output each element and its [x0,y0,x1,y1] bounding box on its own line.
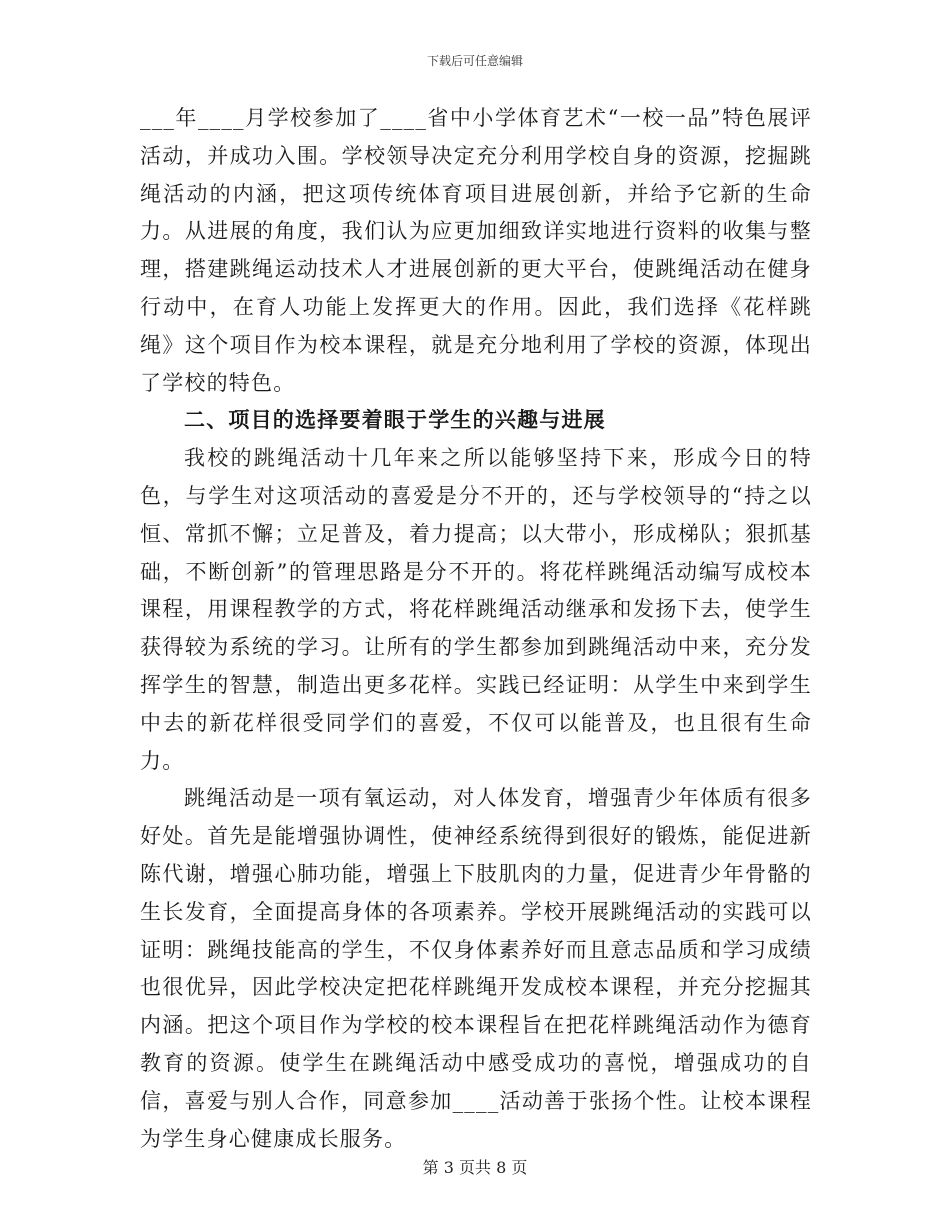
document-body [140,100,812,1158]
paragraph-2: 我校的跳绳活动十几年来之所以能够坚持下来，形成今日的特色，与学生对这项活动的喜爱是分不开的，还与学校领导的“持之以恒、常抓不懈；立足普及，着力提高；以大带小，形成梯队；狠抓基础，不断创新”的管理思路是分不开的。将花样跳绳活动编写成校本课程，用课程教学的方式，将花样跳绳活动继承和发扬下去，使学生获得较为系统的学习。让所有的学生都参加到跳绳活动中来，充分发挥学生的智慧，制造出更多花样。实践已经证明：从学生中来到学生中去的新花样很受同学们的喜爱，不仅可以能普及，也且很有生命力。 [140,446,812,773]
section-heading-2: 二、项目的选择要着眼于学生的兴趣与进展 [184,408,606,433]
page-header-note: 下载后可任意编辑 [426,54,523,68]
page-number: 第 3 页共 8 页 [422,1158,528,1177]
paragraph-3: 跳绳活动是一项有氧运动，对人体发育，增强青少年体质有很多好处。首先是能增强协调性，使神经系统得到很好的锻炼，能促进新陈代谢，增强心肺功能，增强上下肢肌肉的力量，促进青少年骨骼的生长发育，全面提高身体的各项素养。学校开展跳绳活动的实践可以证明：跳绳技能高的学生，不仅身体素养好而且意志品质和学习成绩也很优异，因此学校决定把花样跳绳开发成校本课程，并充分挖掘其内涵。把这个项目作为学校的校本课程旨在把花样跳绳活动作为德育教育的资源。使学生在跳绳活动中感受成功的喜悦，增强成功的自信，喜爱与别人合作，同意参加____活动善于张扬个性。让校本课程为学生身心健康成长服务。 [140,786,812,1151]
paragraph-1: ___年____月学校参加了____省中小学体育艺术“一校一品”特色展评活动，并成功入围。学校领导决定充分利用学校自身的资源，挖掘跳绳活动的内涵，把这项传统体育项目进展创新，并给予它新的生命力。从进展的角度，我们认为应更加细致详实地进行资料的收集与整理，搭建跳绳运动技术人才进展创新的更大平台，使跳绳活动在健身行动中，在育人功能上发挥更大的作用。因此，我们选择《花样跳绳》这个项目作为校本课程，就是充分地利用了学校的资源，体现出了学校的特色。 [140,106,812,395]
